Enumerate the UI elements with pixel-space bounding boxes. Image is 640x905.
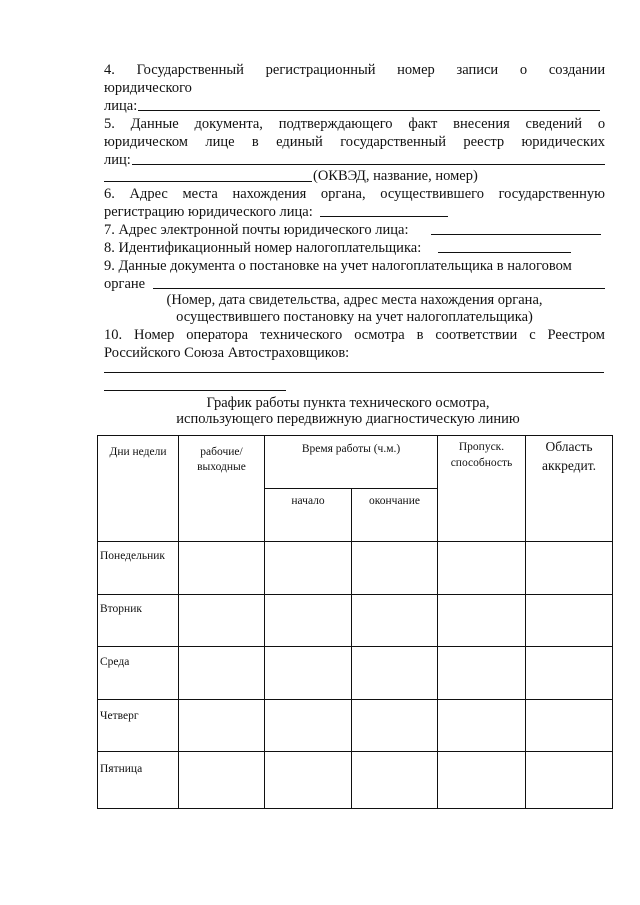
row-friday: Пятница [100,763,143,775]
header-workdays-2: выходные [197,461,246,473]
header-days: Дни недели [109,446,167,458]
header-accreditation-1: Область [545,439,593,454]
item8-line: 8. Идентификационный номер налогоплательщика: [104,240,422,256]
header-capacity-2: способность [450,457,513,469]
row-thursday: Четверг [100,710,139,722]
row-tuesday: Вторник [100,603,142,615]
item4-line3: лица: [104,98,138,114]
item9-note-2: осуществившего постановку на учет налогоплательщика) [176,309,533,325]
item9-line2: органе [104,276,146,292]
item7-line: 7. Адрес электронной почты юридического лица: [104,222,409,238]
header-accreditation-2: аккредит. [541,458,597,473]
header-workdays-1: рабочие/ [200,446,243,458]
item9-line1: 9. Данные документа о постановке на учет налогоплательщика в налоговом [104,258,572,274]
header-work-time: Время работы (ч.м.) [301,443,401,455]
item5-line3: лиц: [104,152,131,168]
header-capacity-1: Пропуск. [458,441,505,453]
schedule-title-2: использующего передвижную диагностическую линию [176,411,520,427]
item5-okved-note: (ОКВЭД, название, номер) [313,168,478,184]
header-start: начало [291,495,325,507]
row-monday: Понедельник [100,550,165,562]
schedule-title-1: График работы пункта технического осмотра, [206,395,490,411]
item5-line2: юридическом лице в единый государственный реестр юридических [104,134,606,150]
item6-line1: 6. Адрес места нахождения органа, осуществившего государственную [104,186,606,202]
item5-line1: 5. Данные документа, подтверждающего факт внесения сведений о [104,116,606,132]
header-end: окончание [369,495,420,507]
item10-line1: 10. Номер оператора технического осмотра в соответствии с Реестром [104,327,605,343]
row-wednesday: Среда [100,656,130,668]
item10-line2: Российского Союза Автостраховщиков: [104,345,350,361]
item9-note-1: (Номер, дата свидетельства, адрес места нахождения органа, [166,292,543,308]
item4-line1: 4. Государственный регистрационный номер записи о создании [104,62,606,78]
item6-line2: регистрацию юридического лица: [104,204,313,220]
item4-line2: юридического [104,80,192,96]
